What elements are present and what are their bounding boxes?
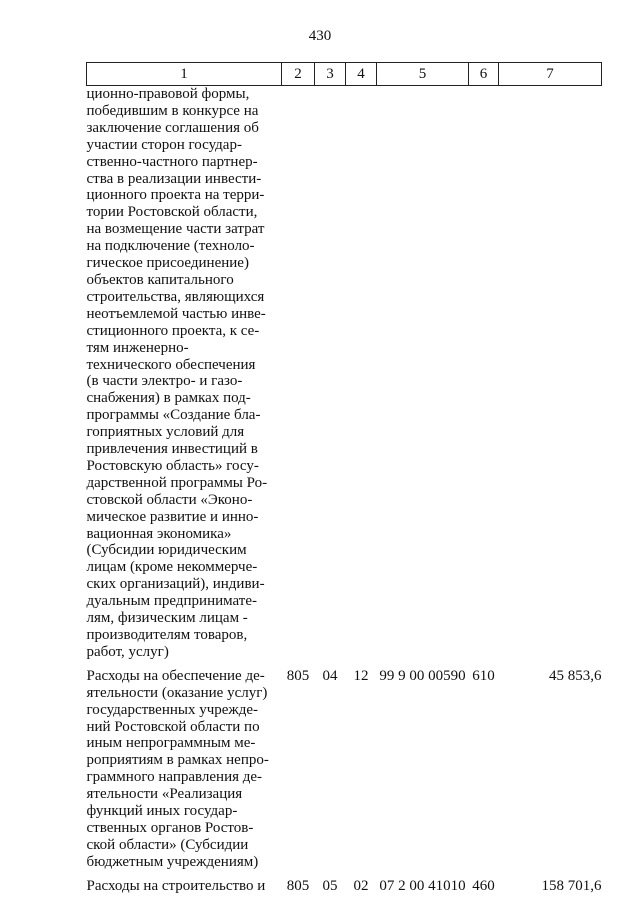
ministry-code <box>282 86 315 661</box>
amount-value: 45 853,6 <box>549 667 602 684</box>
table-row <box>87 86 602 661</box>
description-line: государственных учрежде- <box>86 701 259 718</box>
description-line: лям, физическим лицам - <box>86 610 248 627</box>
description-line: ства в реализации инвести- <box>86 170 262 187</box>
expense-type-code <box>469 86 499 661</box>
subsection-code: 12 <box>353 667 369 684</box>
description-line: строительства, являющихся <box>86 288 265 305</box>
description-line: ской области» (Субсидии <box>86 836 249 853</box>
spacer-cell <box>87 871 602 878</box>
description-line: технического обеспечения <box>86 356 256 373</box>
description-line: (Субсидии юридическим <box>86 542 247 559</box>
target-article-code <box>377 86 469 661</box>
target-article-code: 99 9 00 00590 <box>379 667 466 684</box>
description-line: Расходы на обеспечение де- <box>86 667 265 684</box>
table-row <box>87 668 602 871</box>
description-line: дуальным предпринимате- <box>86 593 257 610</box>
description-line: бюджетным учреждениям) <box>86 853 259 870</box>
description-line: ских организаций), индиви- <box>86 576 265 593</box>
description-line: стовской области «Эконо- <box>86 491 253 508</box>
description-line: ний Ростовской области по <box>86 718 260 735</box>
spacer-cell <box>87 661 602 668</box>
header-col-6: 6 <box>469 63 499 86</box>
description-line: ционно-правовой формы, <box>86 86 250 102</box>
table-row <box>87 878 602 895</box>
description-line: работ, услуг) <box>86 643 169 660</box>
description-line: Ростовскую область» госу- <box>86 457 259 474</box>
ministry-code: 805 <box>286 667 310 684</box>
expense-type-code: 610 <box>472 667 495 684</box>
budget-table <box>86 62 602 895</box>
subsection-code <box>346 86 377 661</box>
header-col-7: 7 <box>499 63 602 86</box>
description-line: ятельности «Реализация <box>86 786 243 803</box>
description-line: тям инженерно- <box>86 339 189 356</box>
description-line: гоприятных условий для <box>86 424 245 441</box>
header-row <box>87 63 602 86</box>
description-line: функций иных государ- <box>86 803 238 820</box>
section-code: 05 <box>322 877 338 894</box>
expense-type-code: 460 <box>472 877 495 894</box>
header-col-3: 3 <box>315 63 346 86</box>
description-line: на подключение (техноло- <box>86 238 255 255</box>
description-line: победившим в конкурсе на <box>86 102 259 119</box>
description-line: граммного направления де- <box>86 769 263 786</box>
row-spacer <box>87 661 602 668</box>
header-col-1: 1 <box>87 63 282 86</box>
description-line: дарственной программы Ро- <box>86 474 268 491</box>
description-line: роприятиям в рамках непро- <box>86 752 269 769</box>
description-line: мическое развитие и инно- <box>86 508 259 525</box>
description-line: привлечения инвестиций в <box>86 441 258 458</box>
description-line: Расходы на строительство и <box>86 877 266 894</box>
description-line: иным непрограммным ме- <box>86 735 256 752</box>
ministry-code: 805 <box>286 877 310 894</box>
description-line: (в части электро- и газо- <box>86 373 243 390</box>
section-code <box>315 86 346 661</box>
subsection-code: 02 <box>353 877 369 894</box>
description-line: ятельности (оказание услуг) <box>86 684 268 701</box>
description-line: тории Ростовской области, <box>86 204 258 221</box>
description-line: ственно-частного партнер- <box>86 153 258 170</box>
description-line: ционного проекта на терри- <box>86 187 265 204</box>
description-line: лицам (кроме некоммерче- <box>86 559 258 576</box>
description-line: вационная экономика» <box>86 525 232 542</box>
description-line: заключение соглашения об <box>86 119 259 136</box>
description-line: гическое присоединение) <box>86 255 249 272</box>
description-line: на возмещение части затрат <box>86 221 265 238</box>
page-number: 430 <box>308 28 332 44</box>
section-code: 04 <box>322 667 338 684</box>
description-line: ственных органов Ростов- <box>86 819 254 836</box>
row-description <box>87 668 282 871</box>
row-spacer <box>87 871 602 878</box>
amount-value: 158 701,6 <box>541 877 602 894</box>
target-article-code: 07 2 00 41010 <box>379 877 466 894</box>
description-line: стиционного проекта, к се- <box>86 322 260 339</box>
row-description <box>87 86 282 661</box>
header-col-2: 2 <box>282 63 315 86</box>
description-line: снабжения) в рамках под- <box>86 390 251 407</box>
description-line: объектов капитального <box>86 271 234 288</box>
description-line: производителям товаров, <box>86 627 248 643</box>
row-description <box>87 878 282 895</box>
description-line: программы «Создание бла- <box>86 407 261 424</box>
header-col-4: 4 <box>346 63 377 86</box>
description-line: участии сторон государ- <box>86 136 242 153</box>
amount-value <box>499 86 602 661</box>
header-col-5: 5 <box>377 63 469 86</box>
description-line: неотъемлемой частью инве- <box>86 305 266 322</box>
